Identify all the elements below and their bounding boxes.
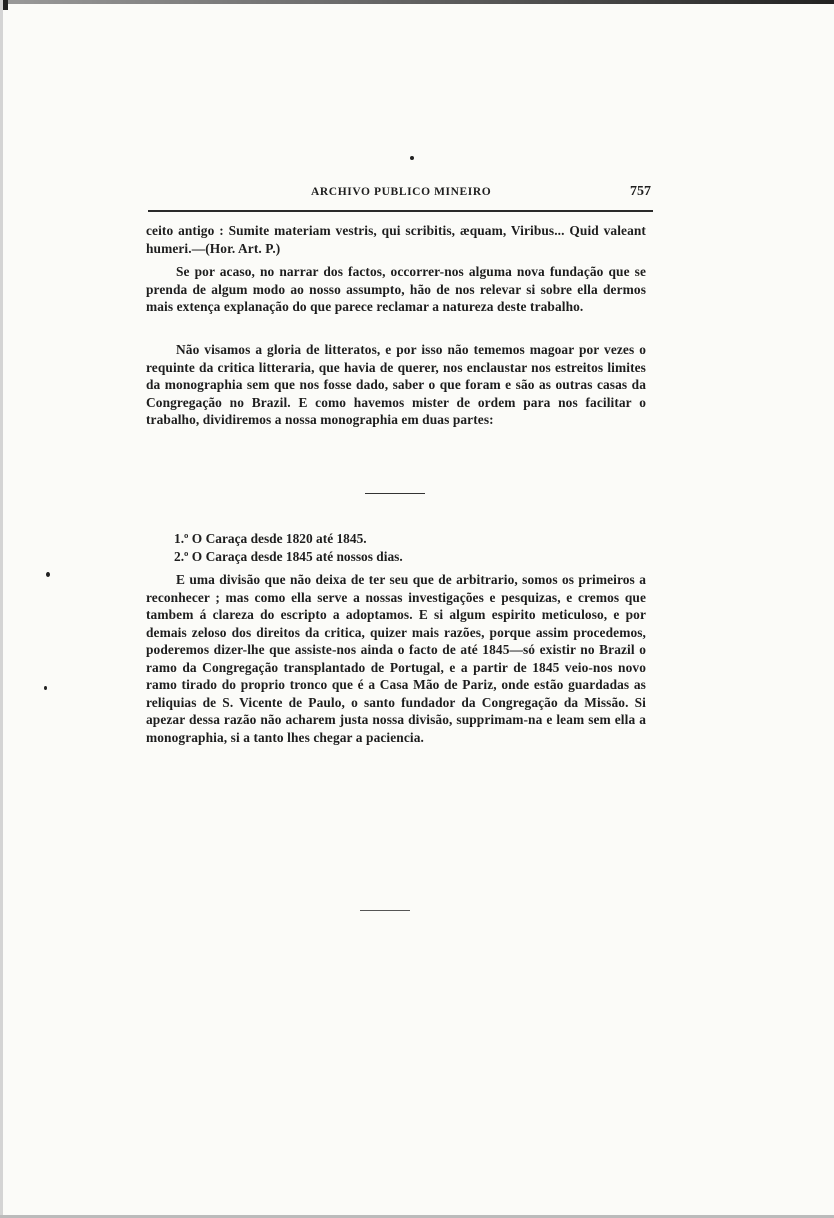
margin-speck bbox=[46, 572, 50, 577]
paragraph: Se por acaso, no narrar dos factos, occorrer-nos alguma nova fundação que se prenda de algum modo ao nosso assumpto, hão de nos relevar si sobre ella dermos mais extença explanação do que parece reclamar a natureza deste trabalho. bbox=[146, 264, 646, 314]
page-header bbox=[148, 186, 653, 208]
paragraph: Não visamos a gloria de litteratos, e por isso não tememos magoar por vezes o requinte da critica litteraria, que havia de querer, nos enclaustar nos estreitos limites da monographia sem que nos fosse dado, saber o que foram e são as outras casas da Congregação no Brazil. E como havemos mister de ordem para nos facilitar o trabalho, dividiremos a nossa monographia em duas partes: bbox=[146, 342, 646, 427]
page-left-edge bbox=[0, 0, 3, 1218]
margin-speck bbox=[44, 686, 47, 690]
paragraph: ceito antigo : Sumite materiam vestris, qui scribitis, æquam, Viribus... Quid valeant humeri.—(Hor. Art. P.) bbox=[146, 223, 646, 256]
parts-list bbox=[174, 530, 403, 565]
section-divider bbox=[365, 493, 425, 494]
end-divider bbox=[360, 910, 408, 911]
page-number: 757 bbox=[630, 184, 651, 199]
paragraph: E uma divisão que não deixa de ter seu que de arbitrario, somos os primeiros a reconhecer ; mas como ella serve a nossas investigações e pesquizas, e cremos que tambem á clareza do escripto a adoptamos. E si algum espirito meticuloso, e por demais zeloso dos direitos da critica, quizer mais razões, porque assim procedemos, poderemos dizer-lhe que assiste-nos ainda o facto de até 1845—só existir no Brazil o ramo da Congregação transplantado de Portugal, e a partir de 1845 veio-nos novo ramo tirado do proprio tronco que é a Casa Mão de Pariz, onde estão guardadas as reliquias de S. Vicente de Paulo, o santo fundador da Congregação da Missão. Si apezar dessa razão não acharem justa nossa divisão, supprimam-na e leam sem ella a monographia, si a tanto lhes chegar a paciencia. bbox=[146, 572, 646, 745]
list-item: 2.º O Caraça desde 1845 até nossos dias. bbox=[174, 548, 403, 564]
header-rule bbox=[148, 210, 653, 212]
list-item: 1.º O Caraça desde 1820 até 1845. bbox=[174, 531, 367, 546]
end-divider-tail bbox=[404, 910, 410, 911]
running-title: ARCHIVO PUBLICO MINEIRO bbox=[311, 186, 492, 198]
page-top-edge bbox=[0, 0, 834, 4]
speck-mark bbox=[410, 156, 414, 160]
